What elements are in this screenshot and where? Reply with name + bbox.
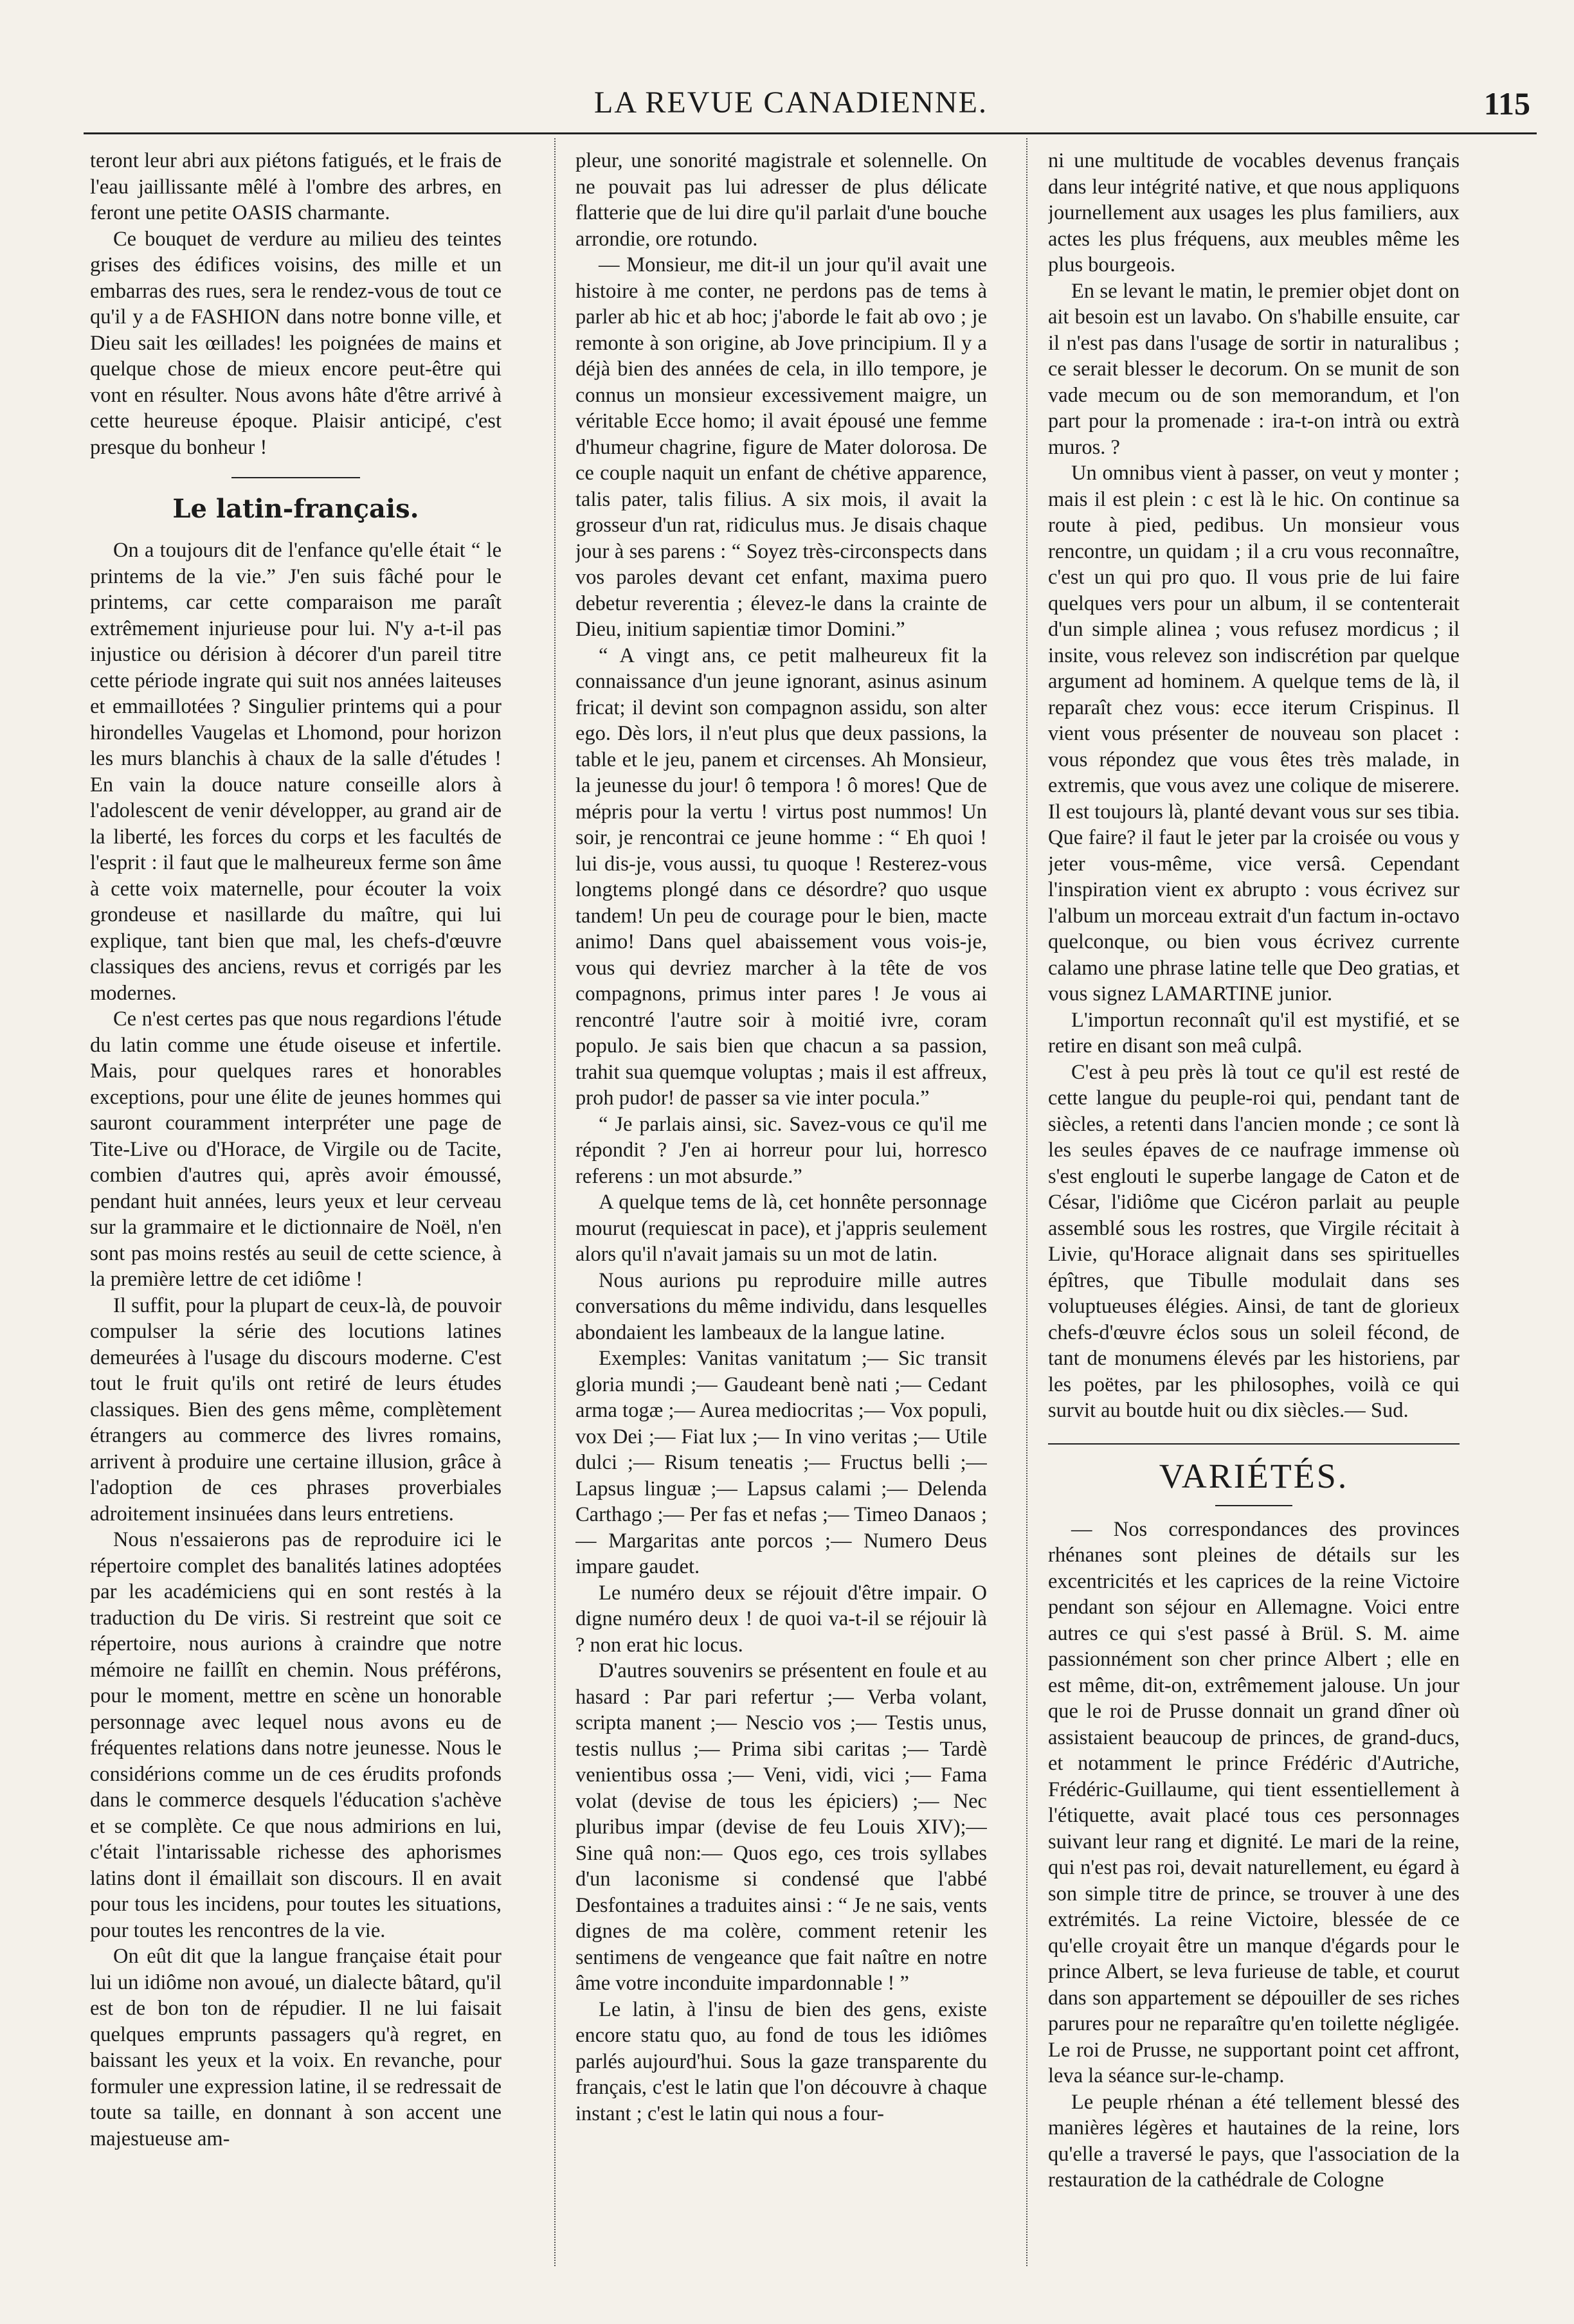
paragraph: ni une multitude de vocables devenus français dans leur intégrité native, et que nous appliquons journellement aux usages les plus familiers, aux actes les plus fréquens, aux meubles même les plus bourgeois. <box>1048 149 1460 276</box>
column-divider <box>1026 138 1027 2266</box>
column-3 <box>1048 148 1460 2263</box>
paragraph: teront leur abri aux piétons fatigués, et le frais de l'eau jaillissante mêlé à l'ombre des arbres, en feront une petite OASIS charmante. <box>90 149 502 224</box>
paragraph: pleur, une sonorité magistrale et solennelle. On ne pouvait pas lui adresser de plus délicate flatterie que de lui dire qu'il parlait d'une bouche arrondie, ore rotundo. <box>575 149 987 251</box>
column-divider <box>554 138 556 2266</box>
paragraph: Ce n'est certes pas que nous regardions l'étude du latin comme une étude oiseuse et infertile. Mais, pour quelques rares et honorables exceptions, pour une élite de jeunes hommes qui sauront couramment interpréter une page de Tite-Live ou d'Horace, de Virgile ou de Tacite, combien d'autres qui, après avoir émoussé, pendant huit années, leurs yeux et leur cerveau sur la grammaire et le dictionnaire de Noël, n'en sont pas moins restés au seuil de cette science, à la première lettre de cet idiôme ! <box>90 1007 502 1291</box>
paragraph: Le peuple rhénan a été tellement blessé des manières légères et hautaines de la reine, lors qu'elle a traversé le pays, que l'association de la restauration de la cathédrale de Cologne <box>1048 2090 1460 2192</box>
section-separator <box>231 477 360 478</box>
running-title: LA REVUE CANADIENNE. <box>594 86 988 120</box>
paragraph: “ Je parlais ainsi, sic. Savez-vous ce qu'il me répondit ? J'en ai horreur pour lui, horresco referens : un mot absurde.” <box>575 1112 987 1188</box>
paragraph: On a toujours dit de l'enfance qu'elle était “ le printems de la vie.” J'en suis fâché pour le printems, car cette comparaison me paraît extrêmement injurieuse pour lui. N'y a-t-il pas injustice ou dérision à décorer d'un pareil titre cette période ingrate qui suit nos années laiteuses et emmaillotées ? Singulier printems qui a pour hirondelles Vaugelas et Lhomond, pour horizon les murs blanchis à chaux de la salle d'études ! En vain la douce nature conseille alors à l'adolescent de venir développer, au grand air de la liberté, les forces du corps et les facultés de l'esprit : il faut que le malheureux ferme son âme à cette voix maternelle, pour écouter la voix grondeuse et nasillarde du maître, qui lui explique, tant bien que mal, les chefs-d'œuvre classiques des anciens, revus et corrigés par les modernes. <box>90 539 502 1005</box>
paragraph: On eût dit que la langue française était pour lui un idiôme non avoué, un dialecte bâtard, qu'il est de bon ton de répudier. Il ne lui faisait quelques emprunts passagers qu'à regret, en baissant les yeux et la voix. En revanche, pour formuler une expression latine, il se redressait de toute sa taille, en donnant à son accent une majestueuse am- <box>90 1945 502 2150</box>
paragraph: — Nos correspondances des provinces rhénanes sont pleines de détails sur les excentricités et les caprices de la reine Victoire pendant son séjour en Allemagne. Voici entre autres ce qui s'est passé à Brül. S. M. aime passionnément son cher prince Albert ; elle en est même, dit-on, extrêmement jalouse. Un jour que le roi de Prusse donnait un grand dîner où assistaient beaucoup de princes, de grand-ducs, et notamment le prince Frédéric d'Autriche, Frédéric-Guillaume, qui tient essentiellement à l'étiquette, avait placé tous ces personnages suivant leur rang et dignité. Le mari de la reine, qui n'est pas roi, devait naturellement, eu égard à son simple titre de prince, se trouver à une des extrémités. La reine Victoire, blessée de ce qu'elle croyait être un manque d'égards pour le prince Albert, se leva furieuse de table, et courut dans son appartement se dépouiller de ses riches parures pour ne reparaître qu'en toilette négligée. Le roi de Prusse, ne supportant point cet affront, leva la séance sur-le-champ. <box>1048 1517 1460 2087</box>
section-title: VARIÉTÉS. <box>1159 1456 1349 1495</box>
paragraph: C'est à peu près là tout ce qu'il est resté de cette langue du peuple-roi qui, pendant tant de siècles, a retenti dans l'ancien monde ; ce sont là les seules épaves de ce naufrage immense où s'est englouti le superbe langage de Caton et de César, l'idiôme que Cicéron parlait au peuple assemblé sous les rostres, que Virgile récitait à Livie, qu'Horace alignait dans ses spirituelles épîtres, que Tibulle modulait dans ses voluptueuses élégies. Ainsi, de tant de glorieux chefs-d'œuvre éclos sous un soleil fécond, de tant de monumens élevés par les historiens, par les poëtes, par les philosophes, voilà ce qui survit au boutde huit ou dix siècles.— Sud. <box>1048 1060 1460 1422</box>
paragraph: A quelque tems de là, cet honnête personnage mourut (requiescat in pace), et j'appris seulement alors qu'il n'avait jamais su un mot de latin. <box>575 1191 987 1266</box>
paragraph: “ A vingt ans, ce petit malheureux fit la connaissance d'un jeune ignorant, asinus asinum fricat; il devint son compagnon assidu, son alter ego. Dès lors, il n'eut plus que deux passions, la table et le jeu, panem et circenses. Ah Monsieur, la jeunesse du jour! ô tempora ! ô mores! Que de mépris pour la vertu ! virtus post nummos! Un soir, je rencontrai ce jeune homme : “ Eh quoi ! lui dis-je, vous aussi, tu quoque ! Resterez-vous longtems plongé dans ce désordre? quo usque tandem! Un peu de courage pour le bien, macte animo! Dans quel abaissement vous vois-je, vous qui devriez marcher à la tête de vos compagnons, primus inter pares ! Je vous ai rencontré l'autre soir à moitié ivre, coram populo. Je sais bien que chacun a sa passion, trahit sua quemque voluptas ; mais il est affreux, proh pudor! de passer sa vie inter pocula.” <box>575 644 987 1110</box>
paragraph: Il suffit, pour la plupart de ceux-là, de pouvoir compulser la série des locutions latines demeurées à l'usage du discours moderne. C'est tout le fruit qu'ils ont retiré de leurs études classiques. Bien des gens même, complètement étrangers au commerce des livres romains, arrivent à produire une certaine illusion, grâce à l'adoption de ces phrases proverbiales adroitement insinuées dans leurs entretiens. <box>90 1293 502 1526</box>
column-1 <box>90 148 502 2263</box>
paragraph: Nous n'essaierons pas de reproduire ici le répertoire complet des banalités latines adoptées par les académiciens qui en sont restés à la traduction du De viris. Si restreint que soit ce répertoire, nous aurions à craindre que notre mémoire ne faillît en chemin. Nous préférons, pour le moment, mettre en scène un honorable personnage avec lequel nous avons eu de fréquentes relations dans notre jeunesse. Nous le considérions comme un de ces érudits profonds dans le commerce desquels l'éducation s'achève et se complète. Ce que nous admirions en lui, c'était l'intarissable richesse des aphorismes latins dont il émaillait son discours. Il en avait pour tous les incidens, pour toutes les situations, pour toutes les rencontres de la vie. <box>90 1528 502 1942</box>
paragraph: D'autres souvenirs se présentent en foule et au hasard : Par pari refertur ;— Verba volant, scripta manent ;— Nescio vos ;— Testis unus, testis nullus ;— Prima sibi caritas ;— Tardè venientibus ossa ;— Veni, vidi, vici ;— Fama volat (devise de tous les épiciers) ;— Nec pluribus impar (devise de feu Louis XIV);— Sine quâ non:— Quos ego, ces trois syllabes d'un laconisme si condensé que l'abbé Desfontaines a traduites ainsi : “ Je ne sais, vents dignes de ma colère, comment retenir les sentimens de vengeance que fait naître en notre âme votre inconduite impardonnable ! ” <box>575 1659 987 1995</box>
paragraph: Nous aurions pu reproduire mille autres conversations du même individu, dans lesquelles abondaient les lambeaux de la langue latine. <box>575 1268 987 1344</box>
paragraph: Exemples: Vanitas vanitatum ;— Sic transit gloria mundi ;— Gaudeant benè nati ;— Cedant arma togæ ;— Aurea mediocritas ;— Vox populi, vox Dei ;— Fiat lux ;— In vino veritas ;— Utile dulci ;— Risum teneatis ;— Fructus belli ;— Lapsus linguæ ;— Lapsus calami ;— Delenda Carthago ;— Per fas et nefas ;— Timeo Danaos ;— Margaritas ante porcos ;— Numero Deus impare gaudet. <box>575 1347 987 1578</box>
header-rule <box>84 132 1537 134</box>
paragraph: — Monsieur, me dit-il un jour qu'il avait une histoire à me conter, ne perdons pas de tems à parler ab hic et ab hoc; j'aborde le fait ab ovo ; je remonte à son origine, ab Jove principium. Il y a déjà bien des années de cela, in illo tempore, je connus un monsieur excessivement maigre, un véritable Ecce homo; il avait épousé une femme d'humeur chagrine, figure de Mater dolorosa. De ce couple naquit un enfant de chétive apparence, talis pater, talis filius. A six mois, il avait la grosseur d'un rat, ridiculus mus. Je disais chaque jour à ses parens : “ Soyez très-circonspects dans vos paroles devant cet enfant, maxima puero debetur reverentia ; élevez-le dans la crainte de Dieu, initium sapientiæ timor Domini.” <box>575 253 987 641</box>
paragraph: L'importun reconnaît qu'il est mystifié, et se retire en disant son meâ culpâ. <box>1048 1008 1460 1058</box>
section-separator <box>1215 1505 1292 1506</box>
article-title: Le latin-français. <box>172 494 419 524</box>
paragraph: Le latin, à l'insu de bien des gens, existe encore statu quo, au fond de tous les idiômes parlés aujourd'hui. Sous la gaze transparente du français, c'est le latin que l'on découvre à chaque instant ; c'est le latin qui nous a four- <box>575 1997 987 2125</box>
paragraph: Un omnibus vient à passer, on veut y monter ; mais il est plein : c est là le hic. On continue sa route à pied, pedibus. Un monsieur vous rencontre, un quidam ; il a cru vous reconnaître, c'est un qui pro quo. Il vous prie de lui faire quelques vers pour un album, il se contenterait d'un simple alinea ; vous refusez mordicus ; il insite, vous relevez son indiscrétion par quelque argument ad hominem. A quelque tems de là, il reparaît chez vous: ecce iterum Crispinus. Il vient vous présenter de nouveau son placet : vous répondez que vous êtes très malade, in extremis, que vous avez une colique de miserere. Il est toujours là, planté devant vous sur ses tibia. Que faire? il faut le jeter par la croisée ou vous y jeter vous-même, vice versâ. Cependant l'inspiration vient ex abrupto : vous écrivez sur l'album un morceau extrait d'un factum in-octavo quelconque, ou bien vous écrivez currente calamo une phrase latine telle que Deo gratias, et vous signez LAMARTINE junior. <box>1048 462 1460 1005</box>
paragraph: En se levant le matin, le premier objet dont on ait besoin est un lavabo. On s'habille ensuite, car il n'est pas dans l'usage de sortir in naturalibus ; ce serait blesser le decorum. On se munit de son vade mecum ou de son memorandum, et l'on part pour la promenade : ira-t-on intrà ou extrà muros. ? <box>1048 279 1460 459</box>
paragraph: Le numéro deux se réjouit d'être impair. O digne numéro deux ! de quoi va-t-il se réjouir là ? non erat hic locus. <box>575 1581 987 1657</box>
paragraph: Ce bouquet de verdure au milieu des teintes grises des édifices voisins, des mille et un embarras des rues, sera le rendez-vous de tout ce qu'il y a de FASHION dans notre bonne ville, et Dieu sait les œillades! les poignées de mains et quelque chose de mieux encore peut-être qui vont en résulter. Nous avons hâte d'être arrivé à cette heureuse époque. Plaisir anticipé, c'est presque du bonheur ! <box>90 227 502 459</box>
column-2 <box>575 148 987 2263</box>
page-number: 115 <box>1483 86 1530 122</box>
section-separator <box>1048 1443 1460 1445</box>
page-header <box>0 0 1574 148</box>
